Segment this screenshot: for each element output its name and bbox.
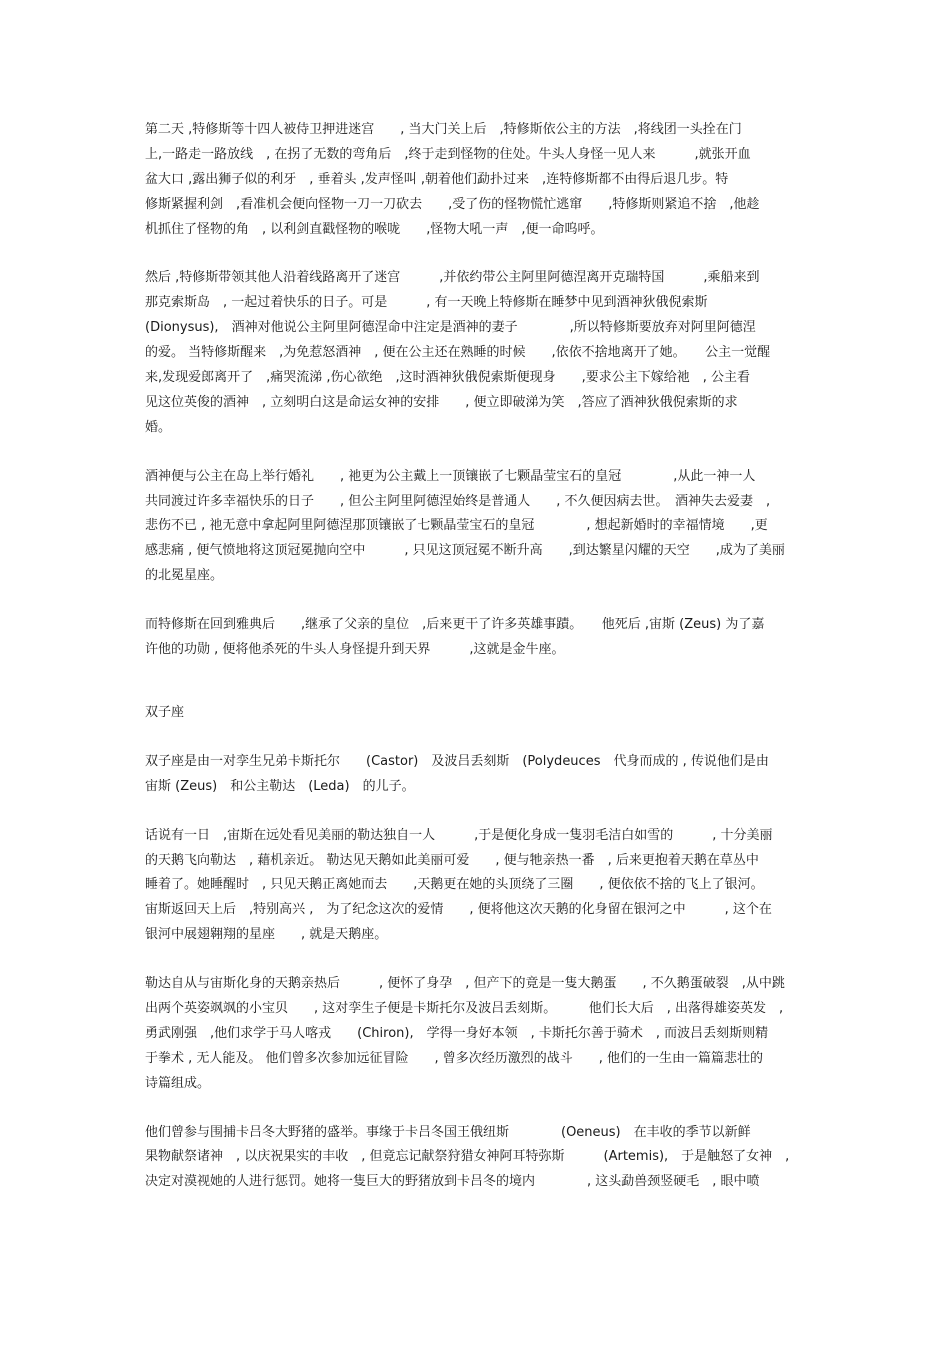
text-line: 双子座是由一对孪生兄弟卡斯托尔 (Castor) 及波吕丢刻斯 (Polydeuces 代身而成的 , 传说他们是由 [145,753,769,769]
text-line: 决定对漠视她的人进行惩罚。她将一隻巨大的野猪放到卡吕冬的境内 , 这头勐兽颈竖硬毛 , 眼中喷 [145,1174,760,1190]
paragraph-calydonian-boar [145,1121,810,1196]
text-line: 勒达自从与宙斯化身的天鹅亲热后 , 便怀了身孕 , 但产下的竟是一隻大鹅蛋 , 不久鹅蛋破裂 ,从中跳 [145,976,785,992]
text-line: 勇武刚强 ,他们求学于马人喀戎 (Chiron), 学得一身好本领 , 卡斯托尔善于骑术 , 而波吕丢刻斯则精 [145,1025,769,1041]
text-line: 银河中展翅翱翔的星座 , 就是天鹅座。 [145,927,388,943]
text-line: 于拳术 , 无人能及。 他们曾多次参加远征冒险 , 曾多次经历激烈的战斗 , 他们的一生由一篇篇悲壮的 [145,1050,764,1066]
text-line: 那克索斯岛 , 一起过着快乐的日子。可是 , 有一天晚上特修斯在睡梦中见到酒神狄俄倪索斯 [145,295,708,311]
paragraph-minotaur-battle [145,118,810,242]
text-line: 话说有一日 ,宙斯在远处看见美丽的勒达独自一人 ,于是便化身成一隻羽毛洁白如雪的 , 十分美丽 [145,827,773,843]
text-line: 机抓住了怪物的角 , 以利剑直戳怪物的喉咙 ,怪物大吼一声 ,便一命呜呼。 [145,221,604,237]
text-line: 他们曾参与围捕卡吕冬大野猪的盛举。事缘于卡吕冬国王俄纽斯 (Oeneus) 在丰收的季节以新鲜 [145,1124,751,1140]
text-line: 宙斯返回天上后 ,特别高兴 , 为了纪念这次的爱情 , 便将他这次天鹅的化身留在银河之中 , 这个在 [145,902,772,918]
text-line: 酒神便与公主在岛上举行婚礼 , 祂更为公主戴上一顶镶嵌了七颗晶莹宝石的皇冠 ,从此一神一人 [145,468,756,484]
text-line: 诗篇组成。 [145,1075,211,1091]
text-line: 睡着了。她睡醒时 , 只见天鹅正离她而去 ,天鹅更在她的头顶绕了三圈 , 便依依不捨的飞上了银河。 [145,877,764,893]
text-line: 上,一路走一路放线 , 在拐了无数的弯角后 ,终于走到怪物的住处。牛头人身怪一见人来 ,就张开血 [145,146,751,162]
text-line: 盆大口 ,露出狮子似的利牙 , 垂着头 ,发声怪叫 ,朝着他们勐扑过来 ,连特修斯都不由得后退几步。特 [145,171,729,187]
text-line: (Dionysus), 酒神对他说公主阿里阿德涅命中注定是酒神的妻子 ,所以特修斯要放弃对阿里阿德涅 [145,320,756,336]
text-line: 出两个英姿飒飒的小宝贝 , 这对孪生子便是卡斯托尔及波吕丢刻斯。 他们长大后 , 出落得雄姿英发 , [145,1000,784,1016]
text-line: 的爱。 当特修斯醒来 ,为免惹怒酒神 , 便在公主还在熟睡的时候 ,依依不捨地离开了她。 公主一觉醒 [145,345,771,361]
paragraph-taurus [145,613,810,663]
text-line: 见这位英俊的酒神 , 立刻明白这是命运女神的安排 , 便立即破涕为笑 ,答应了酒神狄俄倪索斯的求 [145,394,738,410]
text-line: 宙斯 (Zeus) 和公主勒达 (Leda) 的儿子。 [145,778,415,794]
text-line: 共同渡过许多幸福快乐的日子 , 但公主阿里阿德涅始终是普通人 , 不久便因病去世。 酒神失去爱妻 , [145,493,771,509]
paragraph-swan [145,824,810,948]
text-line: 悲伤不已 , 祂无意中拿起阿里阿德涅那顶镶嵌了七颗晶莹宝石的皇冠 , 想起新婚时的幸福情境 ,更 [145,518,768,534]
text-line: 感悲痛 , 便气愤地将这顶冠冕抛向空中 , 只见这顶冠冕不断升高 ,到达繁星闪耀的天空 ,成为了美丽 [145,543,785,559]
text-line: 修斯紧握利剑 ,看准机会便向怪物一刀一刀砍去 ,受了伤的怪物慌忙逃窜 ,特修斯则紧追不捨 ,他趁 [145,196,760,212]
text-line: 第二天 ,特修斯等十四人被侍卫押进迷宫 , 当大门关上后 ,特修斯依公主的方法 ,将线团一头拴在门 [145,122,742,137]
text-line: 然后 ,特修斯带领其他人沿着线路离开了迷宫 ,并依约带公主阿里阿德涅离开克瑞特国 ,乘船来到 [145,270,760,286]
document-body [145,118,810,1219]
text-line: 而特修斯在回到雅典后 ,继承了父亲的皇位 ,后来更干了许多英雄事蹟。 他死后 ,宙斯 (Zeus) 为了嘉 [145,617,765,633]
text-line: 的北冕星座。 [145,568,224,584]
text-line: 果物献祭诸神 , 以庆祝果实的丰收 , 但竟忘记献祭狩猎女神阿耳特弥斯 (Artemis), 于是触怒了女神 , [145,1149,790,1165]
paragraph-leaving-labyrinth [145,266,810,440]
paragraph-twins-born [145,972,810,1096]
paragraph-gemini-intro [145,750,810,800]
text-line: 来,发现爱郎离开了 ,痛哭流涕 ,伤心欲绝 ,这时酒神狄俄倪索斯便现身 ,要求公主下嫁给祂 , 公主看 [145,370,751,386]
text-line: 许他的功勋 , 便将他杀死的牛头人身怪提升到天界 ,这就是金牛座。 [145,642,565,658]
paragraph-wedding-crown [145,465,810,589]
section-heading-gemini: 双子座 [145,704,185,720]
text-line: 婚。 [145,419,172,435]
text-line: 的天鹅飞向勒达 , 藉机亲近。 勒达见天鹅如此美丽可爱 , 便与牠亲热一番 , 后来更抱着天鹅在草丛中 [145,852,759,868]
